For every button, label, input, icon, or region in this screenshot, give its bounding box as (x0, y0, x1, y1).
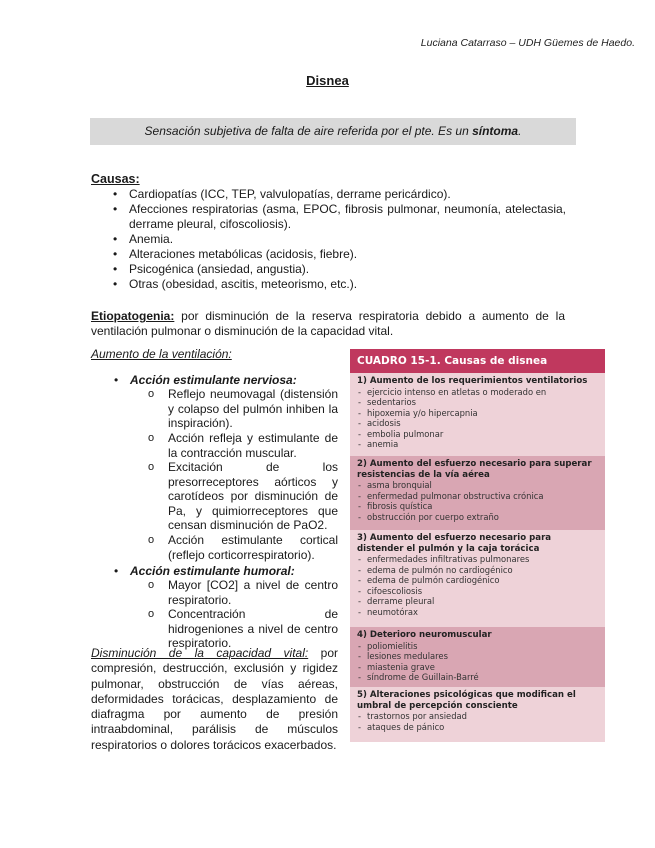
section-item: - acidosis (357, 418, 599, 429)
section-item: - miastenia grave (357, 662, 599, 673)
nerviosa-item (148, 460, 338, 533)
section-item: - trastornos por ansiedad (357, 711, 599, 722)
disminucion-paragraph (91, 646, 338, 753)
humoral-item (148, 578, 338, 607)
circle-bullet-icon: o (148, 534, 155, 546)
nerviosa-item-text: Reflejo neumovagal (distensión y colapso del pulmón inhiben la inspiración). (168, 387, 338, 430)
circle-bullet-icon: o (148, 579, 155, 591)
section-item-continued (357, 397, 599, 408)
section-heading: 3) Aumento del esfuerzo necesario para distender el pulmón y la caja torácica (357, 533, 552, 554)
cause-item: • Otras (obesidad, ascitis, meteorismo, etc.). (91, 277, 566, 292)
aumento-heading: Aumento de la ventilación: (91, 347, 232, 361)
nerviosa-item-text: Acción refleja y estimulante de la contracción muscular. (168, 431, 338, 460)
table-section-5 (350, 687, 605, 742)
section-item: - lesiones medulares (357, 651, 599, 662)
humoral-item-text: Concentración de hidrogeniones a nivel de centro respiratorio. (168, 607, 338, 650)
etiopatogenia-label: Etiopatogenia: (91, 309, 175, 323)
nerviosa-item (148, 533, 338, 562)
section-item: - ejercicio intenso en atletas o moderado en (357, 387, 599, 398)
section-item: - obstrucción por cuerpo extraño (357, 512, 599, 523)
causes-list (91, 187, 566, 292)
circle-bullet-icon: o (148, 432, 155, 444)
cause-item: • Alteraciones metabólicas (acidosis, fiebre). (91, 247, 566, 262)
section-item: - enfermedad pulmonar obstructiva crónica (357, 491, 599, 502)
section-heading: 5) Alteraciones psicológicas que modifican el umbral de percepción consciente (357, 690, 576, 711)
circle-bullet-icon: o (148, 461, 155, 473)
circle-bullet-icon: o (148, 608, 155, 620)
disminucion-text: por compresión, destrucción, exclusión y rigidez pulmonar, obstrucción de vías aéreas, deformidades torácicas, desplazamiento de diafragma por aumento de presión intraabdominal, parálisis de músculos respiratorios o dolores torácicos exacerbados. (91, 646, 338, 752)
section-item: - cifoescoliosis (357, 586, 599, 597)
table-section-2 (350, 456, 605, 530)
cause-item: • Psicogénica (ansiedad, angustia). (91, 262, 566, 277)
section-item: - asma bronquial (357, 480, 599, 491)
humoral-item-text: Mayor [CO2] a nivel de centro respiratorio. (168, 578, 338, 607)
bullet-glyph: • (114, 373, 119, 387)
etiopatogenia-paragraph (91, 309, 565, 339)
section-item: - síndrome de Guillain-Barré (357, 672, 599, 683)
cause-item: • Anemia. (91, 232, 566, 247)
section-heading: 2) Aumento del esfuerzo necesario para superar resistencias de la vía aérea (357, 459, 592, 480)
section-heading: 4) Deterioro neuromuscular (357, 630, 492, 640)
etiopatogenia-text: por disminución de la reserva respiratoria debido a aumento de la ventilación pulmonar o disminución de la capacidad vital. (91, 309, 565, 338)
definition-end: . (518, 124, 522, 138)
definition-box (90, 118, 576, 145)
humoral-item (148, 607, 338, 651)
page-title: Disnea (306, 73, 349, 88)
section-item: - edema de pulmón cardiogénico (357, 575, 599, 586)
disminucion-label: Disminución de la capacidad vital: (91, 646, 309, 660)
definition-bold: síntoma (472, 124, 519, 138)
section-item: - poliomielitis (357, 641, 599, 652)
nerviosa-item-text: Excitación de los presorreceptores aórticos y carotídeos por disminución de Pa, y quimiorreceptores que censan disminución de PaO2. (168, 460, 338, 532)
section-item: - enfermedades infiltrativas pulmonares (357, 554, 599, 565)
nerviosa-item (148, 431, 338, 460)
section-item: - derrame pleural (357, 596, 599, 607)
section-item: - anemia (357, 439, 599, 450)
nerviosa-label: Acción estimulante nerviosa: (130, 373, 297, 387)
humoral-label: Acción estimulante humoral: (130, 564, 295, 578)
author-header: Luciana Catarraso – UDH Güemes de Haedo. (420, 37, 635, 49)
nerviosa-item (148, 387, 338, 431)
nerviosa-item-text: Acción estimulante cortical (reflejo corticorrespiratorio). (168, 533, 338, 562)
section-item: - embolia pulmonar (357, 429, 599, 440)
causes-table-image (350, 349, 605, 742)
causes-heading: Causas: (91, 172, 140, 186)
table-title: CUADRO 15-1. Causas de disnea (350, 349, 605, 373)
cause-item: • Afecciones respiratorias (asma, EPOC, fibrosis pulmonar, neumonía, atelectasia, derrame pleural, cifoscoliosis). (91, 202, 566, 232)
bullet-glyph: • (114, 564, 119, 578)
section-heading: 1) Aumento de los requerimientos ventilatorios (357, 376, 588, 386)
table-section-4 (350, 627, 605, 687)
section-item-continued-text: sedentarios (367, 397, 416, 408)
section-item: - hipoxemia y/o hipercapnia (357, 408, 599, 419)
definition-text: Sensación subjetiva de falta de aire referida por el pte. Es un (144, 124, 473, 138)
section-item: - ataques de pánico (357, 722, 599, 733)
section-item: - edema de pulmón no cardiogénico (357, 565, 599, 576)
table-section-3 (350, 530, 605, 627)
table-section-1 (350, 373, 605, 456)
section-item: - neumotórax (357, 607, 599, 618)
section-item: - fibrosis quística (357, 501, 599, 512)
cause-item: • Cardiopatías (ICC, TEP, valvulopatías, derrame pericárdico). (91, 187, 566, 202)
circle-bullet-icon: o (148, 388, 155, 400)
